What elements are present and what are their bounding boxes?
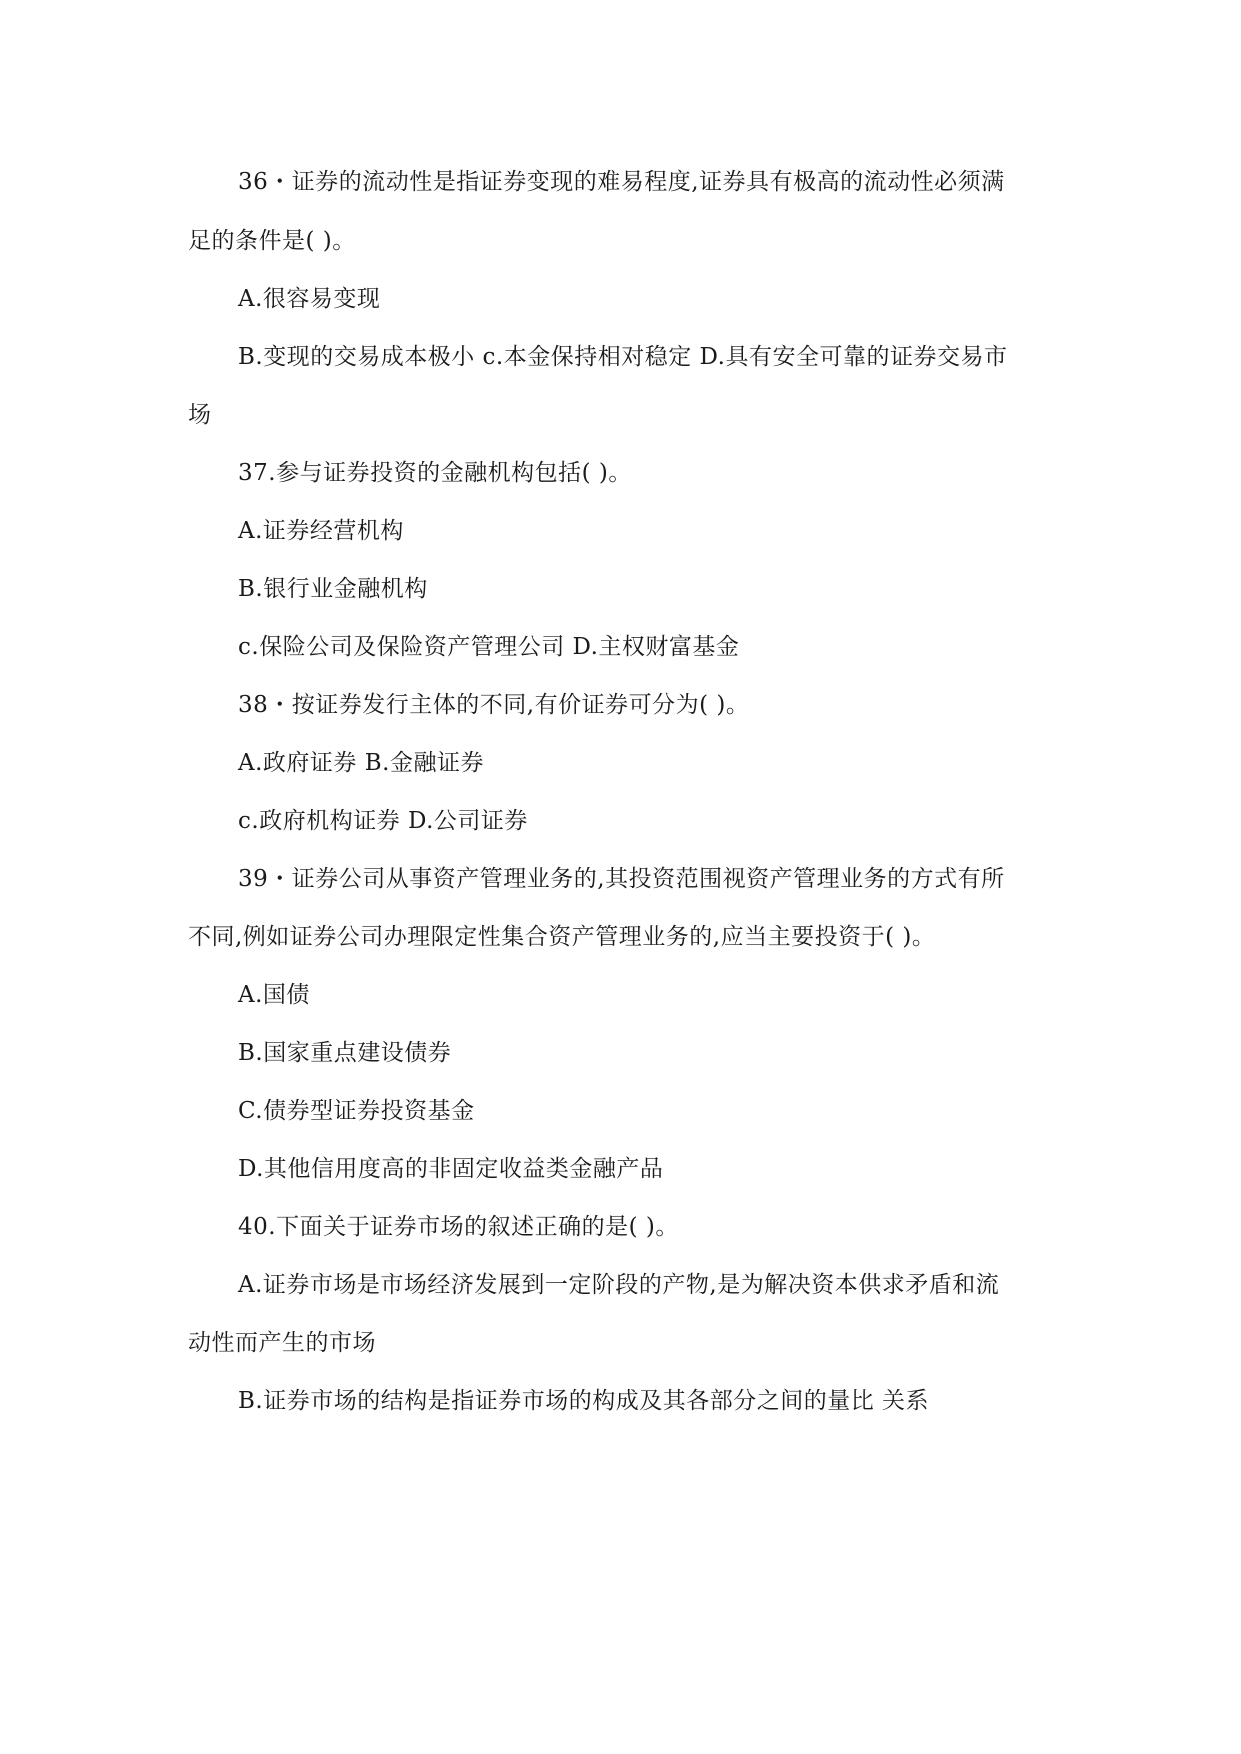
q39-option-c: C.债券型证券投资基金 xyxy=(238,1098,475,1124)
q36-options-continued: 场 xyxy=(188,402,212,428)
q38-options-ab: A.政府证券 B.金融证券 xyxy=(238,750,484,776)
q36-stem-line-1: 36・证券的流动性是指证券变现的难易程度,证券具有极高的流动性必须满 xyxy=(238,169,1005,195)
q39-option-a: A.国债 xyxy=(238,982,310,1008)
q38-stem: 38・按证券发行主体的不同,有价证券可分为( )。 xyxy=(238,692,750,718)
q39-option-d: D.其他信用度高的非固定收益类金融产品 xyxy=(238,1156,664,1182)
q37-stem: 37.参与证券投资的金融机构包括( )。 xyxy=(238,460,632,486)
q40-stem: 40.下面关于证券市场的叙述正确的是( )。 xyxy=(238,1214,679,1240)
q37-option-b: B.银行业金融机构 xyxy=(238,576,428,602)
q40-option-a-line-2: 动性而产生的市场 xyxy=(188,1330,376,1356)
q39-stem-line-1: 39・证券公司从事资产管理业务的,其投资范围视资产管理业务的方式有所 xyxy=(238,866,1005,892)
q37-options-cd: c.保险公司及保险资产管理公司 D.主权财富基金 xyxy=(238,634,740,660)
q36-stem-line-2: 足的条件是( )。 xyxy=(188,228,356,254)
q37-option-a: A.证券经营机构 xyxy=(238,518,404,544)
q38-options-cd: c.政府机构证券 D.公司证券 xyxy=(238,808,528,834)
q40-option-a-line-1: A.证券市场是市场经济发展到一定阶段的产物,是为解决资本供求矛盾和流 xyxy=(238,1272,1000,1298)
q36-option-a: A.很容易变现 xyxy=(238,286,381,312)
q40-option-b: B.证券市场的结构是指证券市场的构成及其各部分之间的量比 关系 xyxy=(238,1388,930,1414)
q36-options-bcd: B.变现的交易成本极小 c.本金保持相对稳定 D.具有安全可靠的证券交易市 xyxy=(238,344,1008,370)
q39-option-b: B.国家重点建设债券 xyxy=(238,1040,452,1066)
q39-stem-line-2: 不同,例如证券公司办理限定性集合资产管理业务的,应当主要投资于( )。 xyxy=(188,924,936,950)
